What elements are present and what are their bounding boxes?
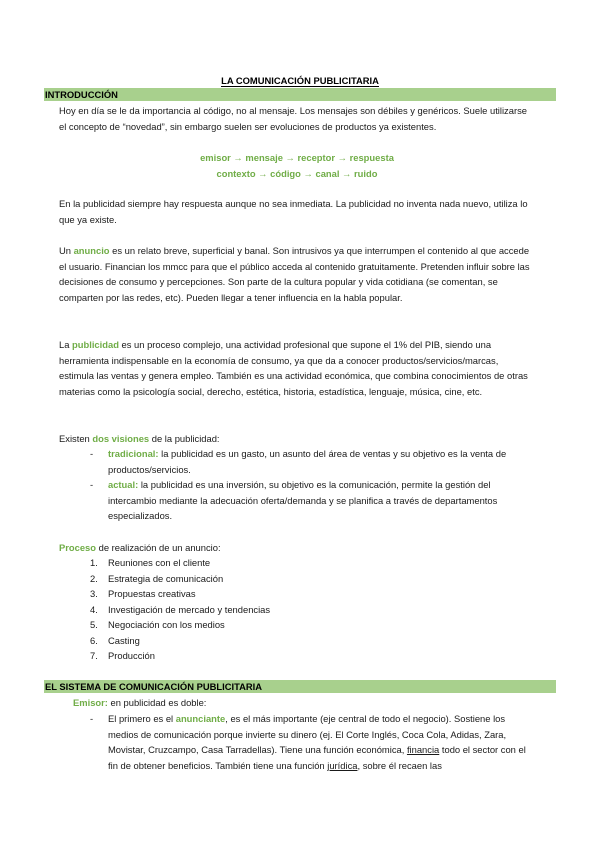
list-item: 1. Reuniones con el cliente <box>90 557 211 568</box>
proceso-steps-list <box>90 555 270 664</box>
list-item: 2. Estrategia de comunicación <box>90 572 224 584</box>
anunciante-term: anunciante <box>175 713 226 724</box>
document-title: LA COMUNICACIÓN PUBLICITARIA <box>221 75 379 86</box>
list-item: 4. Investigación de mercado y tendencias <box>90 603 271 615</box>
publicidad-paragraph: La publicidad es un proceso complejo, una actividad profesional que supone el 1% del PIB, siendo una herramienta indispensable en la economía de consumo, ya que da a conocer productos/servicios/marcas, estimula las ventas y genera empleo. También es una actividad económica, que combina conocimientos de otras materias como la psicología social, derecho, estética, historia, estadística, lenguaje, música, cine, etc. <box>59 339 528 397</box>
anuncio-paragraph: Un anuncio es un relato breve, superficial y banal. Son intrusivos ya que interrumpen el contenido al que accede el usuario. Financian los mmcc para que el público acceda al contenido gratuitamente. Pretenden influir sobre las decisiones de consumo y percepciones. Son parte de la cultura popular y vida cotidiana (se comentan, se comparten por las redes, etc). Pueden llegar a tener influencia en la habla popular. <box>59 245 530 303</box>
intro-paragraph: Hoy en día se le da importancia al código, no al mensaje. Los mensajes son débiles y genéricos. Suele utilizarse el concepto de “novedad”, sin embargo suelen ser evoluciones de productos ya existentes. <box>59 105 527 132</box>
actual-term: actual: <box>108 479 139 490</box>
list-item: 7. Producción <box>90 650 155 661</box>
tradicional-term: tradicional: <box>108 448 159 459</box>
list-item: 6. Casting <box>90 634 140 646</box>
proceso-intro: Proceso de realización de un anuncio: <box>59 542 221 553</box>
emisor-term: Emisor: <box>73 697 108 708</box>
list-item: - actual: la publicidad es una inversión, su objetivo es la comunicación, permite la gestión del intercambio mediante la adecuación oferta/demanda y se planifica a través de departamentos especializados. <box>90 479 498 522</box>
emisor-intro: Emisor: en publicidad es doble: <box>73 697 207 708</box>
juridica-underlined: jurídica <box>327 759 358 771</box>
visiones-intro: Existen dos visiones de la publicidad: <box>59 433 220 444</box>
section-heading-introduccion: INTRODUCCIÓN <box>44 88 556 101</box>
anuncio-term: anuncio <box>73 245 110 256</box>
chain-line-1: emisor → mensaje → receptor → respuesta <box>200 152 394 163</box>
list-item: 3. Propuestas creativas <box>90 588 196 599</box>
respuesta-paragraph: En la publicidad siempre hay respuesta aunque no sea inmediata. La publicidad no inventa nada nuevo, utiliza lo que ya existe. <box>59 198 528 225</box>
list-item: - El primero es el anunciante, es el más importante (eje central de todo el negocio). Sostiene los medios de comunicación porque invierte su dinero (ej. El Corte Inglés, Coca Cola, Adidas, Zara, Movistar, Cruzcampo, Casa Tarradellas). Tiene una función económica, financia todo el sector con el fin de obtener beneficios. También tiene una función jurídica, sobre él recaen las <box>90 713 526 771</box>
section-heading-sistema: EL SISTEMA DE COMUNICACIÓN PUBLICITARIA <box>44 680 556 693</box>
communication-chain <box>59 150 535 181</box>
list-item: - tradicional: la publicidad es un gasto, un asunto del área de ventas y su objetivo es la venta de productos/servicios. <box>90 448 507 475</box>
financia-underlined: financia <box>406 744 440 756</box>
chain-line-2: contexto → código → canal → ruido <box>216 167 378 179</box>
publicidad-term: publicidad <box>72 339 119 350</box>
visiones-term: dos visiones <box>92 433 150 444</box>
proceso-term: Proceso <box>59 542 96 553</box>
list-item: 5. Negociación con los medios <box>90 619 225 630</box>
